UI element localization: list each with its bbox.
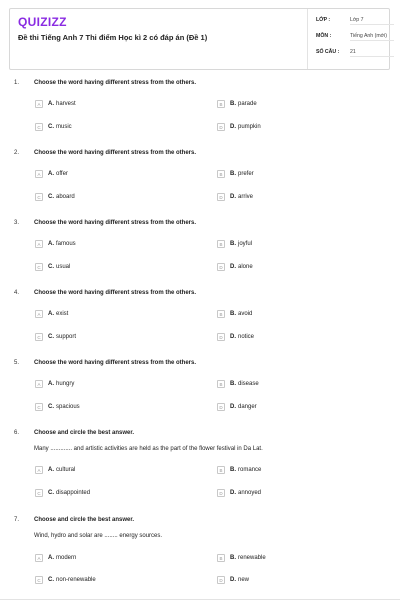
option-text: renewable — [238, 555, 266, 561]
option-letter: A. — [48, 311, 54, 317]
option-letter: A. — [48, 171, 54, 177]
option-b[interactable] — [217, 553, 266, 563]
option-letter: B. — [230, 101, 236, 107]
question-text: Choose the word having different stress from the others. — [34, 290, 197, 296]
option-text: alone — [238, 264, 253, 270]
option-text: exist — [56, 311, 69, 317]
option-text: avoid — [238, 311, 253, 317]
option-c[interactable] — [35, 488, 90, 498]
question-number: 7. — [14, 517, 20, 523]
option-b[interactable] — [217, 239, 252, 249]
option-text: famous — [56, 241, 76, 247]
option-d[interactable] — [217, 192, 253, 202]
question-number: 5. — [14, 360, 20, 366]
option-text: disappointed — [56, 490, 91, 496]
option-d[interactable] — [217, 262, 253, 272]
question-number: 6. — [14, 430, 20, 436]
meta-class-key: LỚP : — [316, 17, 331, 23]
option-a[interactable] — [35, 553, 76, 563]
option-a[interactable] — [35, 169, 68, 179]
option-letter: B. — [230, 381, 236, 387]
option-text: parade — [238, 101, 257, 107]
option-box[interactable]: D — [217, 576, 225, 584]
option-box[interactable]: C — [35, 333, 43, 341]
option-box[interactable]: B — [217, 100, 225, 108]
question-prompt: Wind, hydro and solar are ........ energy sources. — [34, 533, 163, 539]
question-number: 3. — [14, 220, 20, 226]
option-letter: D. — [230, 334, 236, 340]
option-letter: B. — [230, 555, 236, 561]
option-box[interactable]: C — [35, 576, 43, 584]
option-box[interactable]: C — [35, 403, 43, 411]
option-d[interactable] — [217, 488, 261, 498]
option-letter: C. — [48, 334, 54, 340]
option-d[interactable] — [217, 122, 261, 132]
option-letter: A. — [48, 555, 54, 561]
question-number: 1. — [14, 80, 20, 86]
option-letter: A. — [48, 101, 54, 107]
option-d[interactable] — [217, 575, 249, 585]
option-d[interactable] — [217, 402, 257, 412]
option-text: harvest — [56, 101, 76, 107]
option-b[interactable] — [217, 99, 257, 109]
option-letter: A. — [48, 381, 54, 387]
option-b[interactable] — [217, 379, 259, 389]
option-box[interactable]: A — [35, 380, 43, 388]
option-b[interactable] — [217, 309, 252, 319]
option-box[interactable]: A — [35, 170, 43, 178]
option-d[interactable] — [217, 332, 254, 342]
option-letter: C. — [48, 264, 54, 270]
option-letter: D. — [230, 404, 236, 410]
option-text: danger — [238, 404, 257, 410]
option-letter: B. — [230, 241, 236, 247]
option-box[interactable]: A — [35, 310, 43, 318]
option-letter: C. — [48, 490, 54, 496]
option-letter: D. — [230, 194, 236, 200]
option-letter: C. — [48, 404, 54, 410]
option-text: aboard — [56, 194, 75, 200]
option-letter: B. — [230, 467, 236, 473]
option-text: romance — [238, 467, 262, 473]
option-letter: C. — [48, 194, 54, 200]
meta-subject-key: MÔN : — [316, 33, 332, 39]
option-box[interactable]: C — [35, 193, 43, 201]
header-divider — [307, 9, 308, 69]
option-letter: D. — [230, 577, 236, 583]
option-letter: A. — [48, 241, 54, 247]
option-box[interactable]: D — [217, 333, 225, 341]
option-box[interactable]: B — [217, 170, 225, 178]
question-text: Choose and circle the best answer. — [34, 430, 135, 436]
option-letter: C. — [48, 124, 54, 130]
option-box[interactable]: B — [217, 310, 225, 318]
option-box[interactable]: A — [35, 240, 43, 248]
option-text: modern — [56, 555, 77, 561]
option-text: annoyed — [238, 490, 262, 496]
question-text: Choose the word having different stress from the others. — [34, 220, 197, 226]
option-box[interactable]: C — [35, 263, 43, 271]
option-c[interactable] — [35, 192, 75, 202]
option-text: joyful — [238, 241, 253, 247]
option-text: arrive — [238, 194, 254, 200]
option-box[interactable]: D — [217, 193, 225, 201]
option-letter: D. — [230, 490, 236, 496]
option-a[interactable] — [35, 465, 75, 475]
option-box[interactable]: C — [35, 123, 43, 131]
option-c[interactable] — [35, 575, 96, 585]
question-text: Choose the word having different stress from the others. — [34, 150, 197, 156]
option-c[interactable] — [35, 262, 70, 272]
option-box[interactable]: A — [35, 100, 43, 108]
option-box[interactable]: B — [217, 554, 225, 562]
question-text: Choose and circle the best answer. — [34, 517, 135, 523]
option-a[interactable] — [35, 379, 74, 389]
option-text: cultural — [56, 467, 76, 473]
option-text: disease — [238, 381, 259, 387]
question-prompt: Many ............. and artistic activities are held as the part of the flower festival in Da Lat. — [34, 446, 263, 452]
option-c[interactable] — [35, 332, 76, 342]
option-b[interactable] — [217, 465, 261, 475]
option-a[interactable] — [35, 309, 68, 319]
option-b[interactable] — [217, 169, 254, 179]
question-text: Choose the word having different stress from the others. — [34, 360, 197, 366]
option-box[interactable]: D — [217, 403, 225, 411]
option-box[interactable]: D — [217, 489, 225, 497]
option-text: usual — [56, 264, 71, 270]
meta-count-key: SỐ CÂU : — [316, 49, 340, 55]
option-text: non-renewable — [56, 577, 96, 583]
option-letter: C. — [48, 577, 54, 583]
option-text: notice — [238, 334, 255, 340]
option-text: hungry — [56, 381, 75, 387]
meta-subject-value: Tiếng Anh (mới) — [350, 33, 394, 41]
option-text: spacious — [56, 404, 80, 410]
option-text: new — [238, 577, 250, 583]
option-letter: A. — [48, 467, 54, 473]
option-box[interactable]: D — [217, 263, 225, 271]
option-text: offer — [56, 171, 68, 177]
option-text: prefer — [238, 171, 254, 177]
meta-count-value: 21 — [350, 49, 394, 57]
option-a[interactable] — [35, 239, 76, 249]
worksheet-title: Đề thi Tiếng Anh 7 Thi điểm Học kì 2 có đáp án (Đề 1) — [18, 33, 208, 42]
question-number: 4. — [14, 290, 20, 296]
option-letter: D. — [230, 124, 236, 130]
quizizz-logo: QUIZIZZ — [18, 15, 67, 29]
option-text: support — [56, 334, 77, 340]
option-text: pumpkin — [238, 124, 261, 130]
option-a[interactable] — [35, 99, 76, 109]
option-box[interactable]: A — [35, 466, 43, 474]
option-letter: D. — [230, 264, 236, 270]
option-letter: B. — [230, 171, 236, 177]
option-text: music — [56, 124, 72, 130]
question-number: 2. — [14, 150, 20, 156]
question-text: Choose the word having different stress from the others. — [34, 80, 197, 86]
option-letter: B. — [230, 311, 236, 317]
option-box[interactable]: C — [35, 489, 43, 497]
option-c[interactable] — [35, 122, 72, 132]
option-box[interactable]: D — [217, 123, 225, 131]
worksheet-header — [9, 8, 390, 70]
option-box[interactable]: A — [35, 554, 43, 562]
meta-class-value: Lớp 7 — [350, 17, 394, 25]
option-box[interactable]: B — [217, 240, 225, 248]
option-c[interactable] — [35, 402, 80, 412]
option-box[interactable]: B — [217, 466, 225, 474]
option-box[interactable]: B — [217, 380, 225, 388]
